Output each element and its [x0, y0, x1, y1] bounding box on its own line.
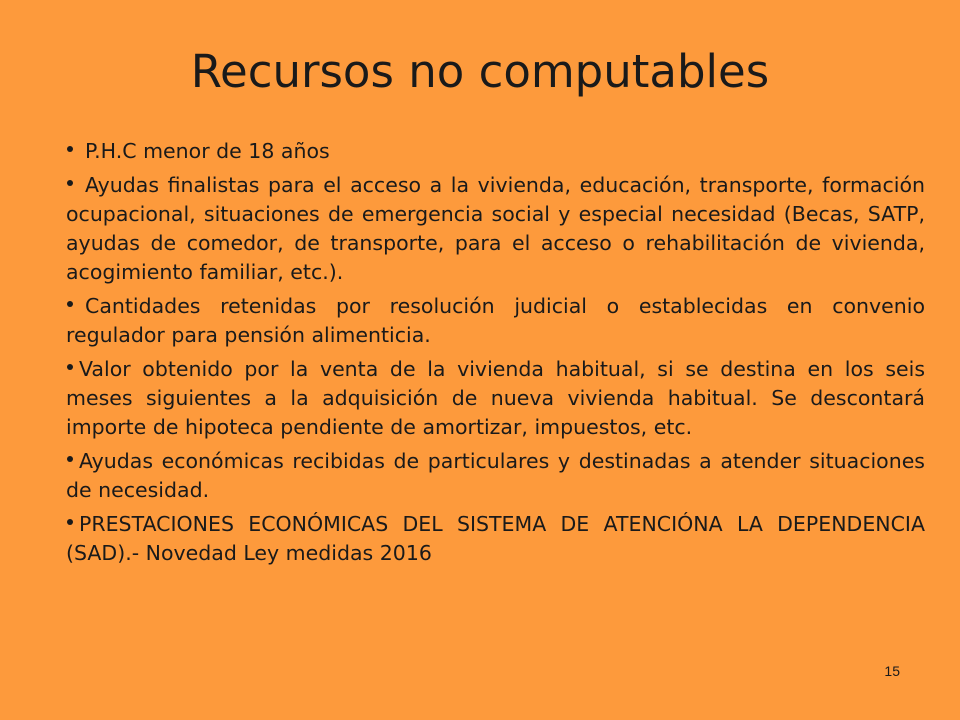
bullet-item [66, 447, 925, 505]
bullet-item [66, 137, 925, 166]
bullet-text: PRESTACIONES ECONÓMICAS DEL SISTEMA DE ATENCIÓNA LA DEPENDENCIA (SAD).- Novedad Ley medidas 2016 [66, 512, 925, 565]
bullet-item [66, 292, 925, 350]
bullet-icon [67, 180, 73, 186]
bullet-text: Valor obtenido por la venta de la vivienda habitual, si se destina en los seis meses siguientes a la adquisición de nueva vivienda habitual. Se descontará importe de hipoteca pendiente de amortizar, impuestos, etc. [66, 357, 925, 439]
bullet-icon [67, 364, 73, 370]
bullet-item [66, 171, 925, 287]
bullet-text: Cantidades retenidas por resolución judicial o establecidas en convenio regulador para pensión alimenticia. [66, 294, 925, 347]
bullet-text: P.H.C menor de 18 años [85, 139, 330, 163]
page-number: 15 [884, 663, 900, 679]
bullet-icon [67, 519, 73, 525]
bullet-icon [67, 146, 73, 152]
slide-title: Recursos no computables [190, 45, 770, 98]
bullet-list [66, 137, 925, 573]
bullet-item [66, 355, 925, 442]
bullet-item [66, 510, 925, 568]
bullet-icon [67, 456, 73, 462]
bullet-text: Ayudas económicas recibidas de particulares y destinadas a atender situaciones de necesidad. [66, 449, 925, 502]
bullet-text: Ayudas finalistas para el acceso a la vivienda, educación, transporte, formación ocupacional, situaciones de emergencia social y especial necesidad (Becas, SATP, ayudas de comedor, de transporte, para el acceso o rehabilitación de vivienda, acogimiento familiar, etc.). [66, 173, 925, 284]
bullet-icon [67, 301, 73, 307]
